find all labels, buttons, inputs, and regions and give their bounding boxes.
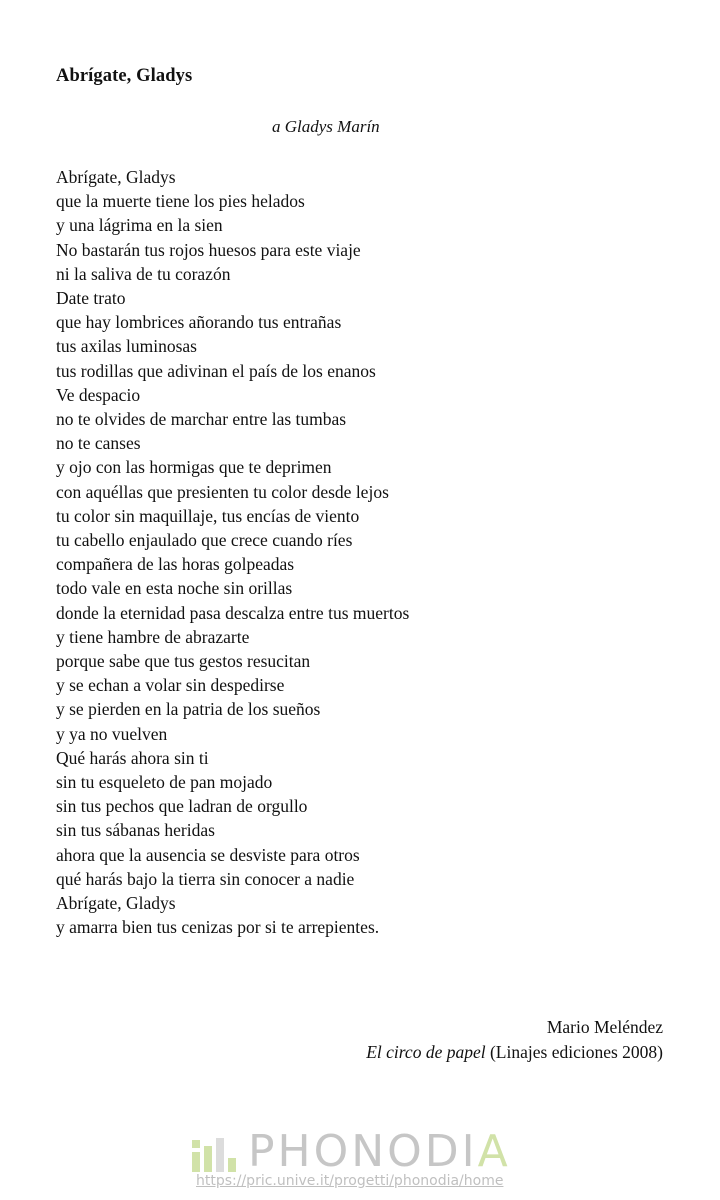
- poem-line: Abrígate, Gladys: [56, 893, 176, 914]
- poem-line: ni la saliva de tu corazón: [56, 263, 231, 284]
- poem-line: tu color sin maquillaje, tus encías de viento: [56, 505, 360, 526]
- poem-line: no te canses: [56, 433, 141, 454]
- book-title: El circo de papel: [366, 1042, 486, 1062]
- poem-dedication: a Gladys Marín: [272, 117, 380, 136]
- poem-body: [56, 165, 409, 940]
- poem-line: ahora que la ausencia se desviste para otros: [56, 844, 360, 865]
- poem-line: y una lágrima en la sien: [56, 215, 223, 236]
- poem-line: y se echan a volar sin despedirse: [56, 675, 285, 696]
- poem-line: donde la eternidad pasa descalza entre tus muertos: [56, 602, 410, 623]
- poem-line: y ya no vuelven: [56, 723, 168, 744]
- poem-line: que hay lombrices añorando tus entrañas: [56, 312, 342, 333]
- publisher-info: (Linajes ediciones 2008): [489, 1042, 663, 1062]
- poem-line: sin tu esqueleto de pan mojado: [56, 772, 273, 793]
- poem-line: que la muerte tiene los pies helados: [56, 191, 305, 212]
- poem-line: tus rodillas que adivinan el país de los enanos: [56, 360, 376, 381]
- poem-line: tus axilas luminosas: [56, 336, 197, 357]
- poem-line: y tiene hambre de abrazarte: [56, 626, 250, 647]
- poem-title: Abrígate, Gladys: [56, 66, 193, 86]
- poem-line: qué harás bajo la tierra sin conocer a nadie: [56, 868, 355, 889]
- poem-line: Ve despacio: [56, 384, 141, 405]
- author-name: Mario Meléndez: [546, 1017, 663, 1037]
- poem-line: compañera de las horas golpeadas: [56, 554, 295, 575]
- phonodia-wordmark-main: PHONODI: [248, 1126, 478, 1177]
- poem-line: con aquéllas que presienten tu color desde lejos: [56, 481, 389, 502]
- poem-line: No bastarán tus rojos huesos para este viaje: [56, 239, 361, 260]
- phonodia-wordmark-accent: A: [477, 1126, 511, 1177]
- phonodia-watermark: [190, 1128, 530, 1194]
- poem-line: y se pierden en la patria de los sueños: [56, 699, 321, 720]
- poem-line: y amarra bien tus cenizas por si te arrepientes.: [56, 917, 380, 938]
- phonodia-logo-icon: [190, 1134, 240, 1174]
- poem-line: porque sabe que tus gestos resucitan: [56, 651, 311, 672]
- poem-line: Date trato: [56, 288, 126, 309]
- poem-line: sin tus pechos que ladran de orgullo: [56, 796, 308, 817]
- poem-line: y ojo con las hormigas que te deprimen: [56, 457, 332, 478]
- poem-line: tu cabello enjaulado que crece cuando ríes: [56, 530, 353, 551]
- poem-line: todo vale en esta noche sin orillas: [56, 578, 293, 599]
- poem-line: no te olvides de marchar entre las tumbas: [56, 409, 347, 430]
- phonodia-wordmark: [248, 1126, 511, 1178]
- poem-line: sin tus sábanas heridas: [56, 820, 215, 841]
- poem-line: Abrígate, Gladys: [56, 167, 176, 187]
- source-citation: [366, 1042, 663, 1063]
- poem-line: Qué harás ahora sin ti: [56, 747, 209, 768]
- phonodia-url-link[interactable]: https://pric.unive.it/progetti/phonodia/home: [196, 1173, 504, 1189]
